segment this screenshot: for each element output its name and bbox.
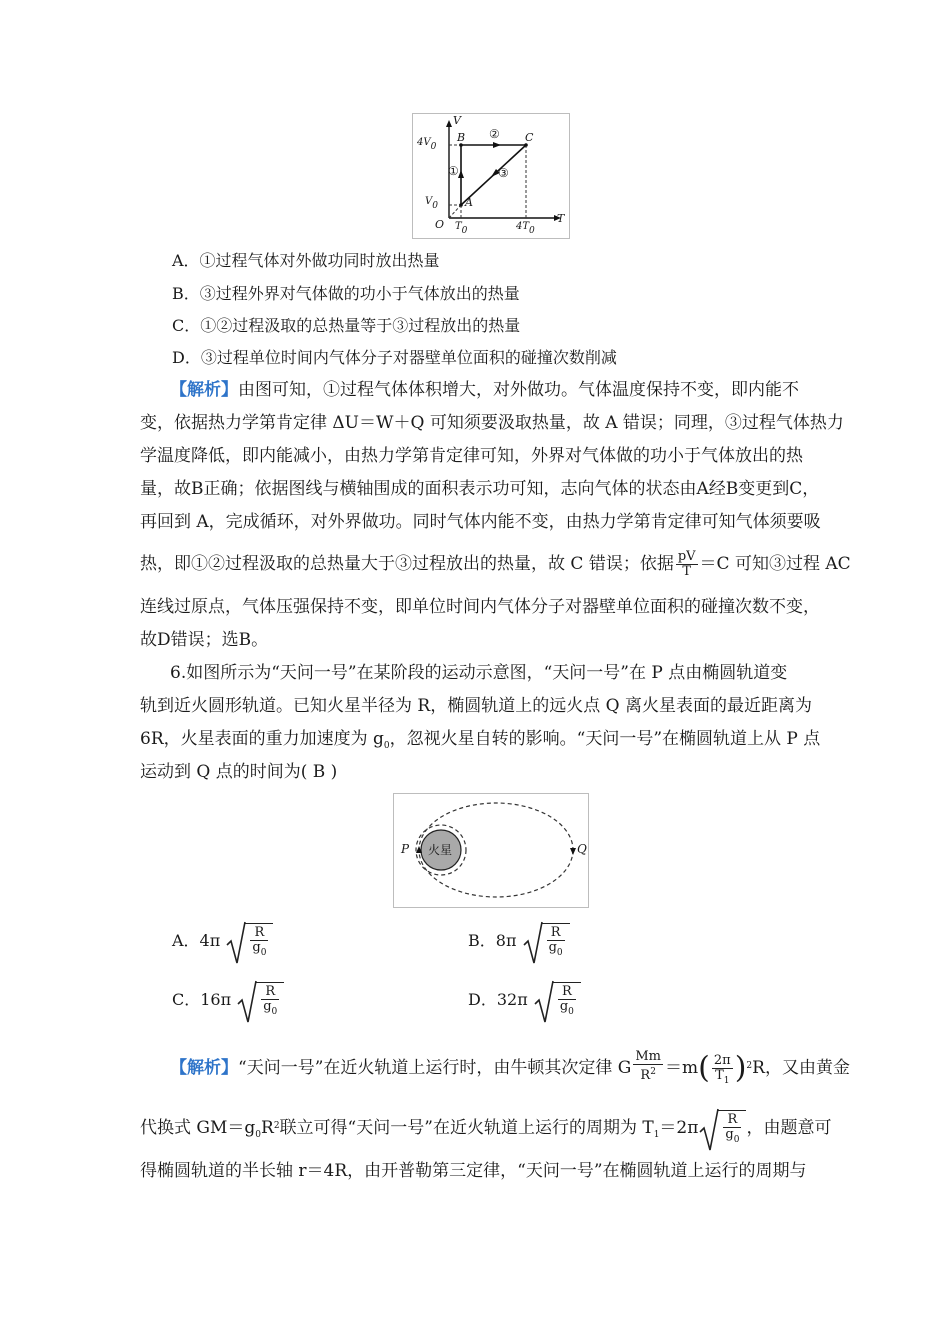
q6-option-c: C．16π $\frac{R}{g_0}$ (172, 982, 284, 1019)
process-2-label: ② (489, 127, 500, 141)
point-q-arrow (570, 848, 576, 855)
q5-option-d: D．③过程单位时间内气体分子对器壁单位面积的碰撞次数削减 (172, 348, 617, 367)
q5-analysis-line-6: 热，即①②过程汲取的总热量大于③过程放出的热量，故 C 错误；依据 $\frac{pV}{T}$ ＝C 可知③过程 AC (140, 549, 851, 579)
analysis-tag: 【解析】 (170, 1058, 238, 1078)
process-3-label: ③ (498, 166, 509, 180)
q6-option-b: B．8π $\frac{R}{g_0}$ (468, 923, 570, 960)
sqrt-r-over-g0: $\frac{R}{g_0}$ (236, 982, 284, 1019)
sqrt-r-over-g0: $\frac{R}{g_0}$ (225, 923, 273, 960)
q5-option-a: A．①过程气体对外做功同时放出热量 (172, 251, 440, 270)
mm-over-r2-fraction: $\frac{Mm}{R^2}$ (635, 1049, 662, 1083)
label-4v0: 4V0 (417, 137, 437, 152)
point-q-label: Q (577, 842, 587, 856)
q5-analysis-line-7: 连线过原点，气体压强保持不变，即单位时间内气体分子对器壁单位面积的碰撞次数不变， (140, 597, 820, 617)
q6-analysis-line-3: 得椭圆轨道的半长轴 r＝4R，由开普勒第三定律，“天问一号”在椭圆轨道上运行的周期与 (140, 1161, 807, 1181)
analysis-tag: 【解析】 (170, 380, 238, 400)
q5-option-c: C．①②过程汲取的总热量等于③过程放出的热量 (172, 316, 521, 335)
pv-over-t-fraction: $\frac{pV}{T}$ (677, 549, 696, 579)
label-v0: V0 (425, 196, 438, 211)
sqrt-r-over-g0: $\frac{R}{g_0}$ (522, 923, 570, 960)
q6-option-a: A．4π $\frac{R}{g_0}$ (172, 923, 273, 960)
sqrt-r-over-g0: $\frac{R}{g_0}$ (533, 982, 581, 1019)
planet-label: 火星 (428, 843, 453, 857)
q6-stem-line-4: 运动到 Q 点的时间为( B ) (140, 762, 338, 782)
q6-analysis-line-2: 代换式 $GM=g_0R^2$联立可得“天问一号”在近火轨道上运行的周期为 $T_1=2\pi$ $\frac{R}{g_0}$ ，由题意可 (140, 1110, 831, 1147)
vt-diagram (412, 113, 570, 239)
orbit-diagram (393, 793, 589, 908)
point-b-label: B (457, 131, 466, 144)
label-4t0: 4T0 (516, 221, 535, 236)
q5-analysis-line-2: 变，依据热力学第肯定律 ΔU＝W＋Q 可知须要汲取热量，故 A 错误；同理，③过程气体热力 (140, 413, 844, 433)
q5-analysis-line-5: 再回到 A，完成循环，对外界做功。同时气体内能不变，由热力学第肯定律可知气体须要吸 (140, 512, 821, 532)
label-t0: T0 (455, 221, 468, 236)
point-p-label: P (401, 842, 410, 856)
q5-analysis-line-1: 【解析】由图可知，①过程气体体积增大，对外做功。气体温度保持不变，即内能不 (170, 380, 799, 400)
sqrt-r-over-g0: $\frac{R}{g_0}$ (698, 1110, 746, 1147)
point-a-label: A (465, 196, 473, 209)
q6-option-d: D．32π $\frac{R}{g_0}$ (468, 982, 581, 1019)
point-c-label: C (525, 131, 534, 144)
origin-label: O (435, 218, 445, 231)
q6-stem-line-2: 轨到近火圆形轨道。已知火星半径为 R，椭圆轨道上的远火点 Q 离火星表面的最近距离为 (140, 696, 812, 716)
q5-option-b: B．③过程外界对气体做的功小于气体放出的热量 (172, 284, 520, 303)
orbit-diagram-svg (394, 794, 588, 907)
q6-analysis-line-1: 【解析】“天问一号”在近火轨道上运行时，由牛顿其次定律 G $\frac{Mm}{R^2}$ ＝m( $\frac{2\pi}{T_1}$ )$^2$R，又由黄金 (170, 1049, 850, 1086)
q5-analysis-line-4: 量，故B正确；依据图线与横轴围成的面积表示功可知，志向气体的状态由A经B变更到C， (140, 479, 820, 499)
axis-v-label: V (453, 114, 461, 127)
q5-analysis-line-8: 故D错误；选B。 (140, 630, 269, 650)
q5-analysis-line-3: 学温度降低，即内能减小，由热力学第肯定律可知，外界对气体做的功小于气体放出的热 (140, 446, 803, 466)
q6-stem-line-3: 6R，火星表面的重力加速度为 $g_0$，忽视火星自转的影响。“天问一号”在椭圆轨道上从 P 点 (140, 729, 821, 751)
q6-stem-line-1: 6.如图所示为“天问一号”在某阶段的运动示意图，“天问一号”在 P 点由椭圆轨道变 (170, 663, 788, 683)
two-pi-over-t1-fraction: $\frac{2\pi}{T_1}$ (713, 1053, 731, 1086)
axis-t-label: T (557, 212, 565, 225)
process-1-label: ① (448, 164, 459, 178)
